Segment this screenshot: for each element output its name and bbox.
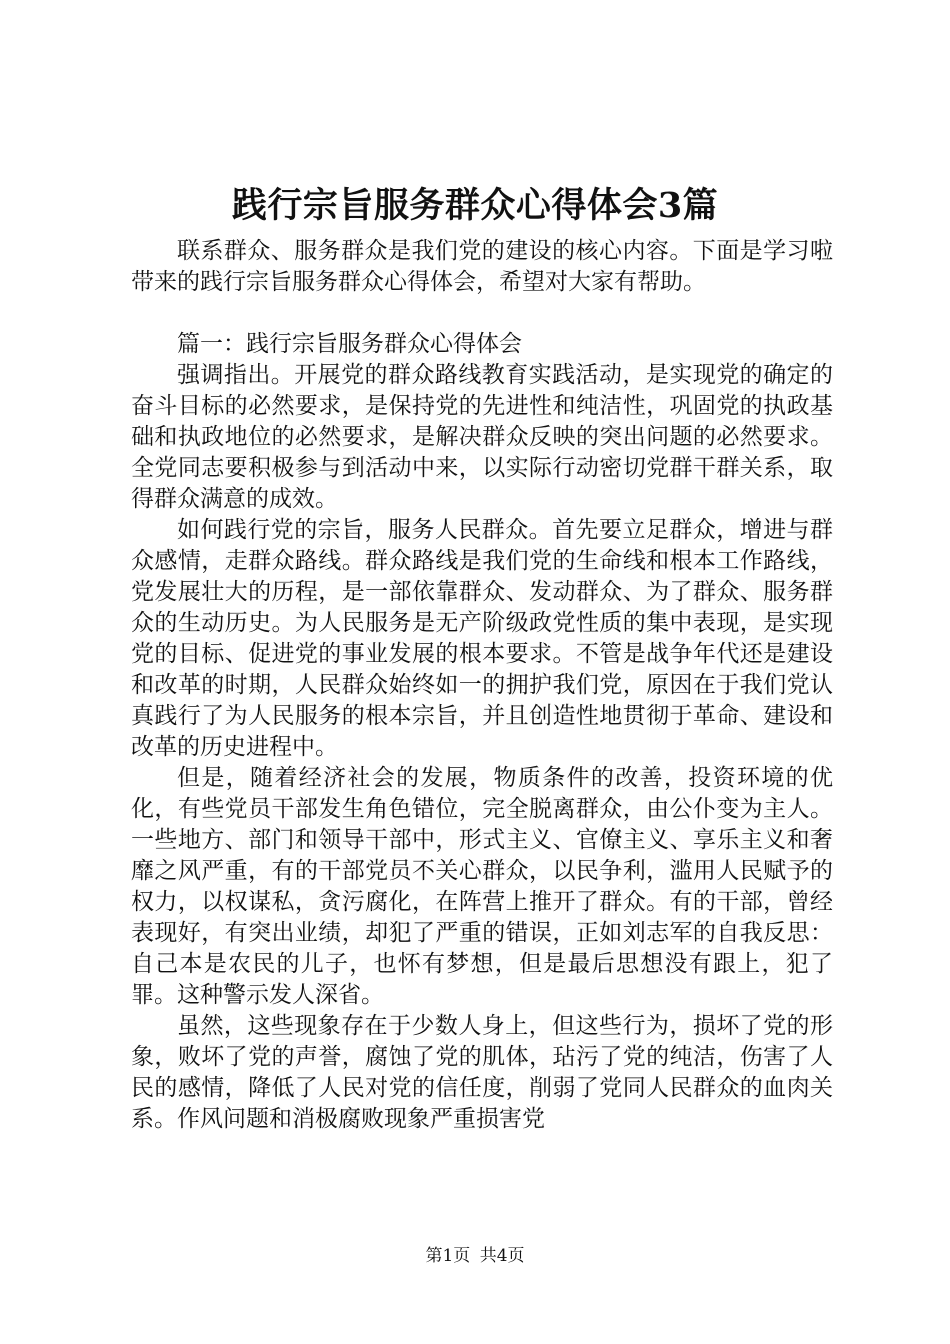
page-number: 第1页: [425, 1246, 471, 1266]
body-paragraph: 但是，随着经济社会的发展，物质条件的改善，投资环境的优化，有些党员干部发生角色错位，完全脱离群众，由公仆变为主人。一些地方、部门和领导干部中，形式主义、官僚主义、享乐主义和奢靡之风严重，有的干部党员不关心群众，以民争利，滥用人民赋予的权力，以权谋私，贪污腐化，在阵营上推开了群众。有的干部，曾经表现好，有突出业绩，却犯了严重的错误，正如刘志军的自我反思：自己本是农民的儿子，也怀有梦想，但是最后思想没有跟上，犯了罪。这种警示发人深省。: [131, 765, 833, 1008]
section-heading: 篇一：践行宗旨服务群众心得体会: [177, 331, 522, 357]
page-total: 共4页: [479, 1246, 525, 1266]
body-paragraph: 强调指出。开展党的群众路线教育实践活动，是实现党的确定的奋斗目标的必然要求，是保持党的先进性和纯洁性，巩固党的执政基础和执政地位的必然要求，是解决群众反映的突出问题的必然要求。全党同志要积极参与到活动中来，以实际行动密切党群干群关系，取得群众满意的成效。: [131, 362, 833, 512]
document-title: 践行宗旨服务群众心得体会3篇: [231, 185, 719, 226]
body-paragraph: 如何践行党的宗旨，服务人民群众。首先要立足群众，增进与群众感情，走群众路线。群众路线是我们党的生命线和根本工作路线，党发展壮大的历程，是一部依靠群众、发动群众、为了群众、服务群众的生动历史。为人民服务是无产阶级政党性质的集中表现，是实现党的目标、促进党的事业发展的根本要求。不管是战争年代还是建设和改革的时期，人民群众始终如一的拥护我们党，原因在于我们党认真践行了为人民服务的根本宗旨，并且创造性地贯彻于革命、建设和改革的历史进程中。: [131, 517, 833, 760]
document-body: [131, 236, 833, 1135]
body-paragraph: 虽然，这些现象存在于少数人身上，但这些行为，损坏了党的形象，败坏了党的声誉，腐蚀了党的肌体，玷污了党的纯洁，伤害了人民的感情，降低了人民对党的信任度，削弱了党同人民群众的血肉关系。作风问题和消极腐败现象严重损害党: [131, 1013, 833, 1132]
page-footer: [0, 1244, 950, 1268]
intro-paragraph: 联系群众、服务群众是我们党的建设的核心内容。下面是学习啦带来的践行宗旨服务群众心得体会，希望对大家有帮助。: [131, 238, 833, 295]
